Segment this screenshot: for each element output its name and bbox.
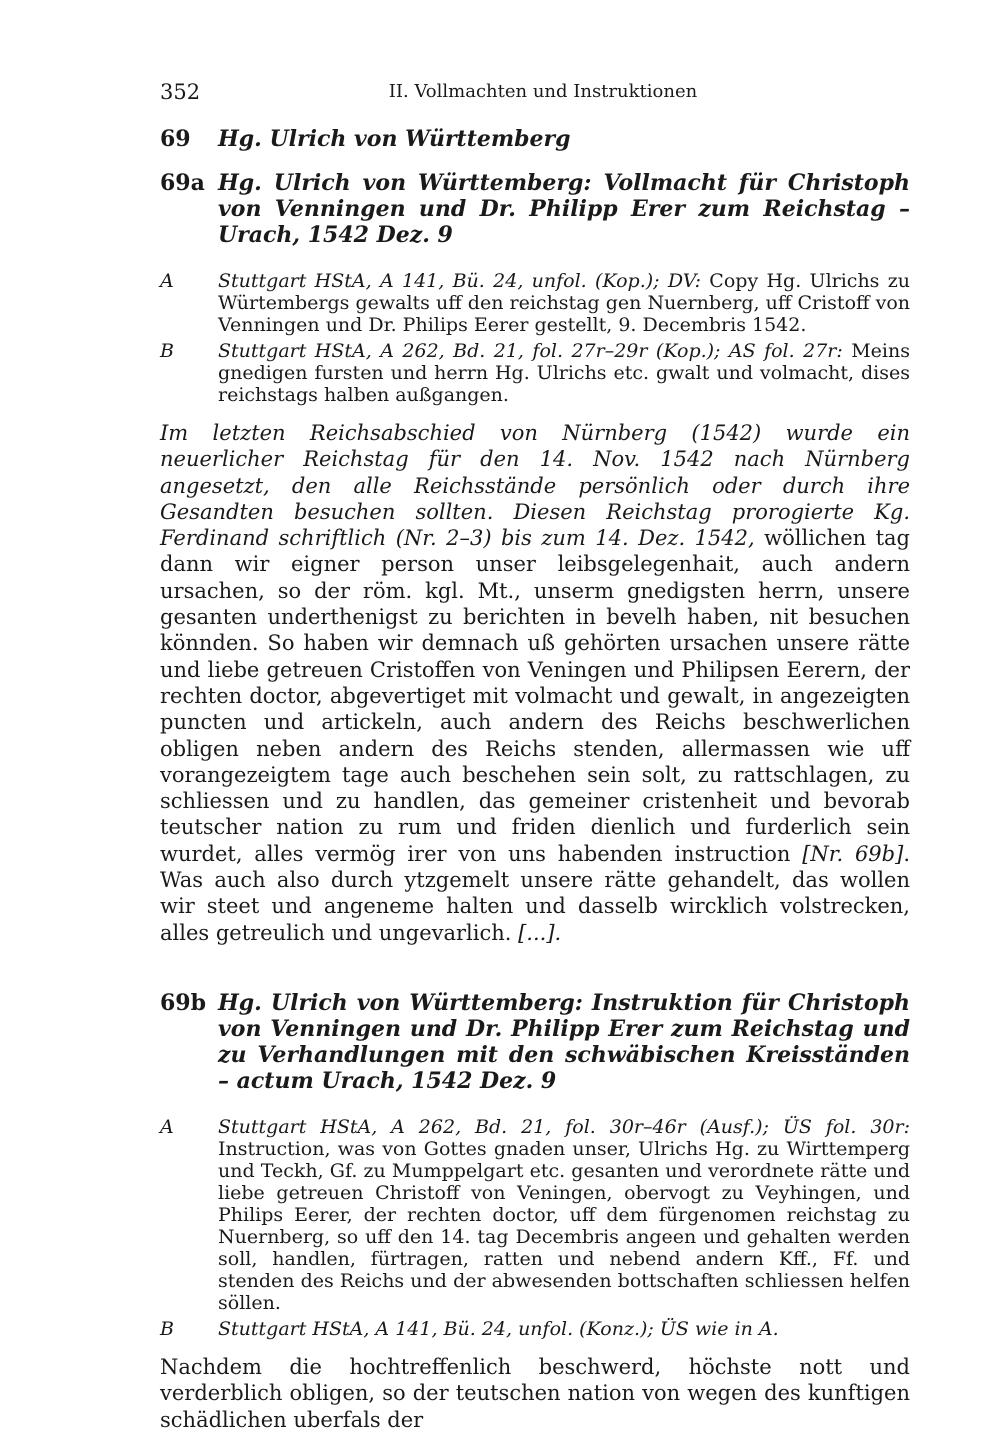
document-title: Hg. Ulrich von Württemberg: Instruktion für Christoph von Venningen und Dr. Philipp Erer zum Reichstag und zu Verhandlungen mit den schwäbischen Kreisständen – actum Urach, 1542 Dez. 9 <box>218 989 910 1094</box>
page <box>160 76 910 1433</box>
source-text: Meins gnedigen fursten und herrn Hg. Ulrichs etc. gwalt und volmacht, dises reichstags halben außgangen. <box>218 340 910 406</box>
source-list-69a <box>160 270 910 406</box>
source-entry <box>160 1116 910 1314</box>
source-letter: B <box>160 1317 174 1340</box>
section-heading <box>160 126 910 152</box>
source-archive: Stuttgart HStA, A 262, Bd. 21, fol. 27r–29r (Kop.); AS fol. 27r: <box>218 340 843 362</box>
source-letter: A <box>160 1115 174 1138</box>
running-title: II. Vollmachten und Instruktionen <box>388 81 698 102</box>
source-entry <box>160 340 910 406</box>
document-heading-69a <box>160 170 910 248</box>
source-letter: B <box>160 340 174 362</box>
text-body-end: . Was auch also durch ytzgemelt unsere rätte gehandelt, das wollen wir steet und angeneme halten und dasselb wircklich volstrecken, alles getreulich und ungevarlich. <box>160 841 910 945</box>
cross-reference: [Nr. 69b] <box>802 841 904 866</box>
document-text-69a <box>160 420 910 946</box>
source-body <box>218 270 910 336</box>
editorial-intro: Im letzten Reichsabschied von Nürnberg (1542) wurde ein neuerlicher Reichstag für den 14. Nov. 1542 nach Nürnberg angesetzt, den alle Reichsstände persönlich oder durch ihre Gesandten besuchen sollten. Diesen Reichstag prorogierte Kg. Ferdinand schriftlich (Nr. 2–3) bis zum 14. Dez. 1542, <box>160 421 910 551</box>
document-title: Hg. Ulrich von Württemberg: Vollmacht für Christoph von Venningen und Dr. Philipp Erer zum Reichstag – Urach, 1542 Dez. 9 <box>218 170 910 248</box>
document-number: 69b <box>160 989 206 1016</box>
text-body: Nachdem die hochtreffenlich beschwerd, höchste nott und verderblich obligen, so der teutschen nation von wegen des kunftigen schädlichen uberfals der <box>160 1354 910 1432</box>
source-archive: Stuttgart HStA, A 141, Bü. 24, unfol. (Konz.); ÜS wie in A. <box>218 1317 779 1340</box>
source-archive: Stuttgart HStA, A 262, Bd. 21, fol. 30r–46r (Ausf.); ÜS fol. 30r: <box>218 1115 910 1138</box>
source-text: Copy Hg. Ulrichs zu Würtembergs gewalts uff den reichstag gen Nuernberg, uff Cristoff von Venningen und Dr. Philips Eerer gestellt, 9. Decembris 1542. <box>218 270 910 336</box>
omission-mark: [...]. <box>518 920 562 945</box>
source-letter: A <box>160 270 174 292</box>
source-archive: Stuttgart HStA, A 141, Bü. 24, unfol. (Kop.); DV: <box>218 270 701 292</box>
source-body <box>218 1318 910 1340</box>
source-body <box>218 340 910 406</box>
text-body: wöllichen tag dann wir eigner person unser leibsgelegenhait, auch andern ursachen, so der röm. kgl. Mt., unserm gnedigsten herrn, unsere gesanten underthenigst zu berichten in bevelh haben, nit besuchen könnden. So haben wir demnach uß gehörten ursachen unsere rätte und liebe getreuen Cristoffen von Veningen und Philipsen Eerern, der rechten doctor, abgevertiget mit volmacht und gewalt, in angezeigten puncten und artickeln, auch andern des Reichs beschwerlichen obligen neben andern des Reichs stenden, allermassen wie uff vorangezeigtem tage auch beschehen sein solt, zu rattschlagen, zu schliessen und zu handlen, das gemeiner cristenheit und bevorab teutscher nation zu rum und friden dienlich und furderlich sein wurdet, alles vermög irer von uns habenden instruction <box>160 526 910 866</box>
document-number: 69a <box>160 170 205 196</box>
source-entry <box>160 270 910 336</box>
section-title: Hg. Ulrich von Württemberg <box>218 126 571 152</box>
source-list-69b <box>160 1116 910 1340</box>
document-text-69b <box>160 1354 910 1433</box>
section-number: 69 <box>160 126 191 152</box>
document-heading-69b <box>160 990 910 1094</box>
source-body <box>218 1116 910 1314</box>
source-entry <box>160 1318 910 1340</box>
source-text: Instruction, was von Gottes gnaden unser, Ulrichs Hg. zu Wirttemperg und Teckh, Gf. zu Mumppelgart etc. gesanten und verordnete rätte und liebe getreuen Christoff von Veningen, obervogt zu Veyhingen, und Philips Eerer, der rechten doctor, uff dem fürgenomen reichstag zu Nuernberg, so uff den 14. tag Decembris angeen und gehalten werden soll, handlen, fürtragen, ratten und nebend andern Kff., Ff. und stenden des Reichs und der abwesenden bottschaften schliessen helfen söllen. <box>218 1137 910 1314</box>
page-number: 352 <box>160 80 201 104</box>
running-head <box>160 76 910 110</box>
